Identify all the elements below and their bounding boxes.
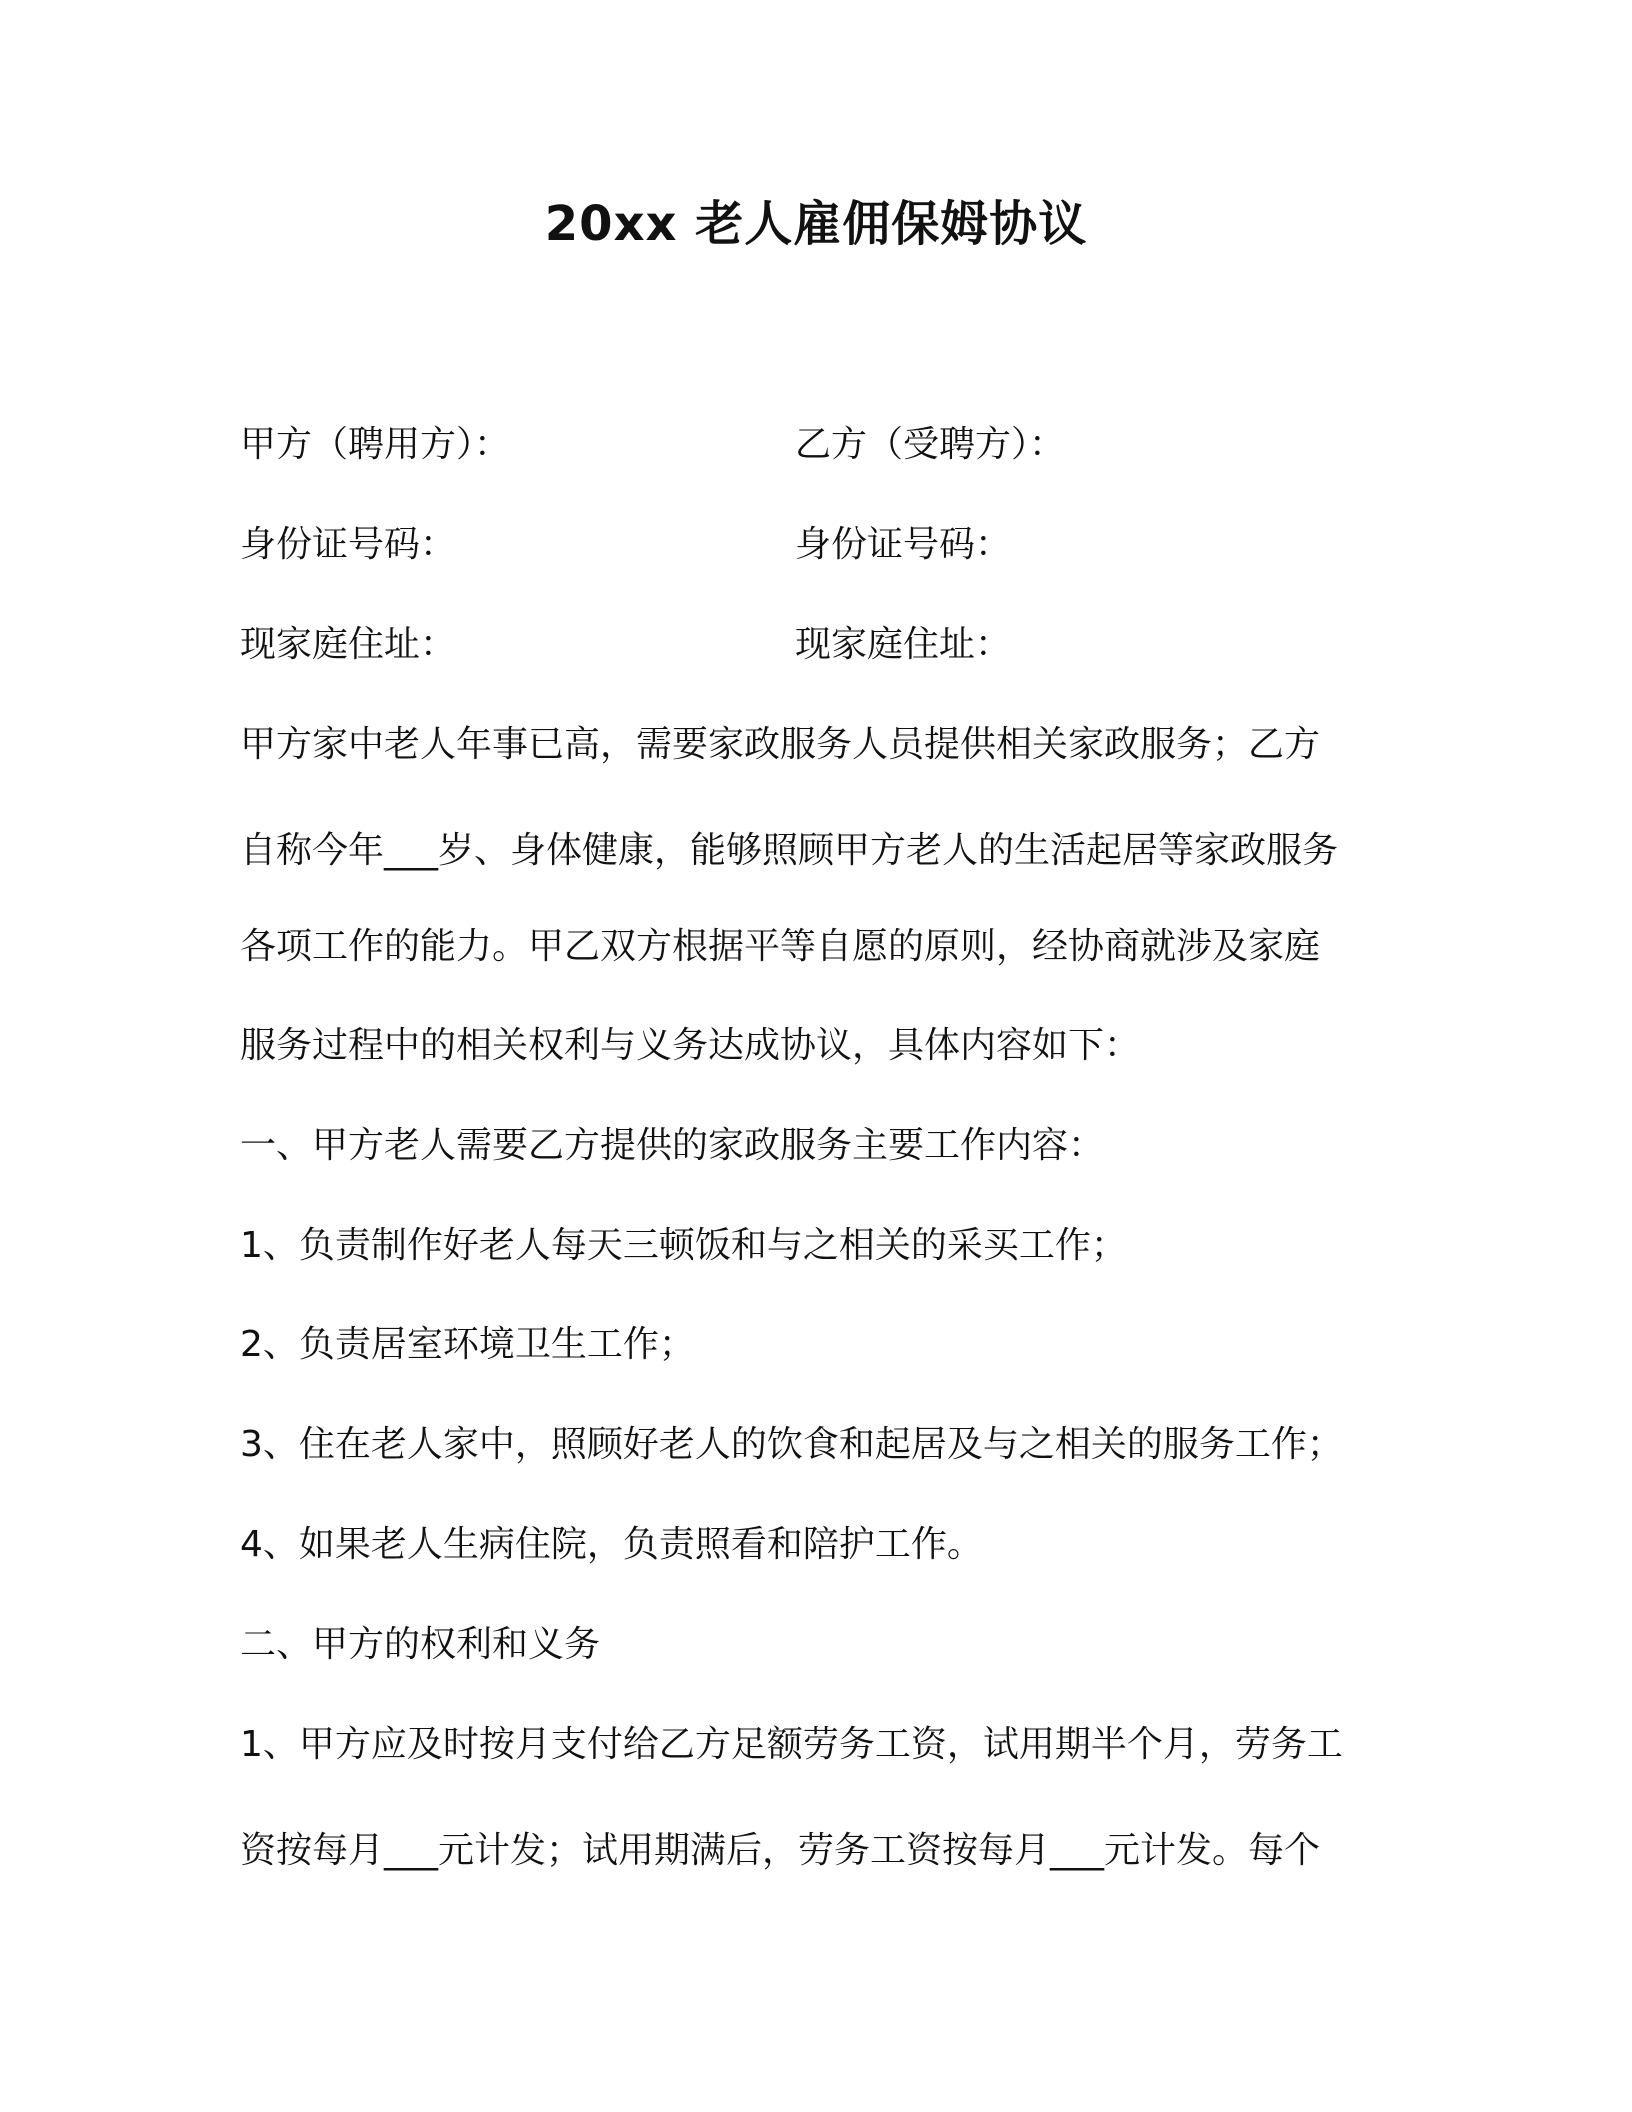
section-2-line: 1、甲方应及时按月支付给乙方足额劳务工资，试用期半个月，劳务工 bbox=[240, 1724, 1343, 1765]
section-1-item: 2、负责居室环境卫生工作； bbox=[240, 1324, 695, 1365]
party-b-role-label: 乙方（受聘方）： bbox=[795, 424, 1066, 465]
party-a-role-label: 甲方（聘用方）： bbox=[240, 424, 511, 465]
section-1-item: 3、住在老人家中，照顾好老人的饮食和起居及与之相关的服务工作； bbox=[240, 1424, 1343, 1465]
intro-line: 自称今年___岁、身体健康，能够照顾甲方老人的生活起居等家政服务 bbox=[240, 830, 1339, 871]
page-title: 20xx 老人雇佣保姆协议 bbox=[544, 196, 1088, 252]
intro-line: 各项工作的能力。甲乙双方根据平等自愿的原则，经协商就涉及家庭 bbox=[240, 926, 1321, 967]
party-a-id-label: 身份证号码： bbox=[240, 524, 457, 565]
party-b-address-label: 现家庭住址： bbox=[795, 624, 1012, 665]
section-1-heading: 一、甲方老人需要乙方提供的家政服务主要工作内容： bbox=[240, 1125, 1105, 1166]
party-a-address-label: 现家庭住址： bbox=[240, 624, 457, 665]
intro-line: 甲方家中老人年事已高，需要家政服务人员提供相关家政服务；乙方 bbox=[240, 724, 1321, 765]
intro-line: 服务过程中的相关权利与义务达成协议，具体内容如下： bbox=[240, 1025, 1141, 1066]
section-2-line: 资按每月___元计发；试用期满后，劳务工资按每月___元计发。每个 bbox=[240, 1830, 1321, 1871]
section-1-item: 4、如果老人生病住院，负责照看和陪护工作。 bbox=[240, 1524, 983, 1565]
party-b-id-label: 身份证号码： bbox=[795, 524, 1012, 565]
section-1-item: 1、负责制作好老人每天三顿饭和与之相关的采买工作； bbox=[240, 1225, 1127, 1266]
section-2-heading: 二、甲方的权利和义务 bbox=[240, 1624, 601, 1665]
